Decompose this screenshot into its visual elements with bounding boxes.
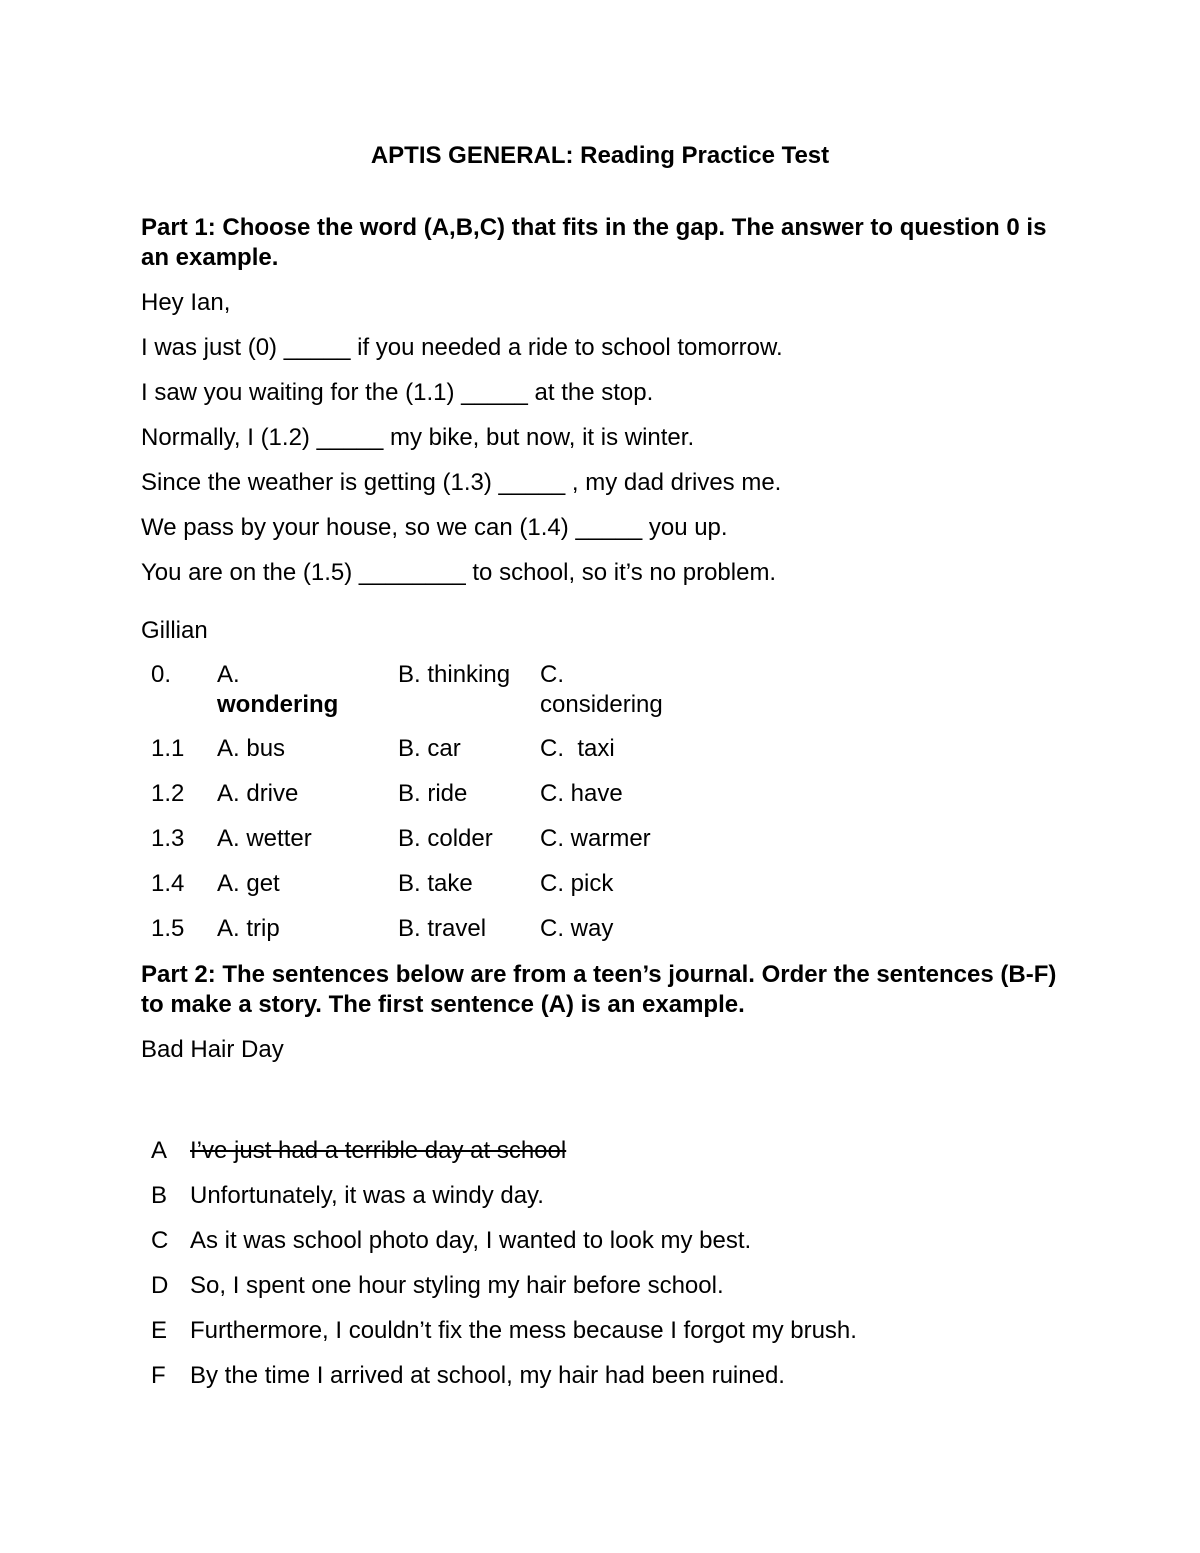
- options-row: [141, 869, 680, 914]
- option-a-prefix: A.: [217, 661, 240, 688]
- gap-sentence-1-2: Normally, I (1.2) _____ my bike, but now, it is winter.: [141, 424, 695, 451]
- option-a: A. trip: [217, 915, 280, 942]
- question-number: 1.1: [151, 735, 185, 762]
- option-b: B. take: [398, 870, 473, 897]
- option-c: C. pick: [540, 870, 614, 897]
- option-a: [217, 660, 398, 734]
- option-c: C. way: [540, 915, 614, 942]
- options-row: [141, 660, 680, 734]
- sentence-text: As it was school photo day, I wanted to look my best.: [190, 1227, 752, 1254]
- sentence-letter: F: [151, 1362, 166, 1389]
- gap-sentence-1-1: I saw you waiting for the (1.1) _____ at the stop.: [141, 379, 654, 406]
- story-sentence: [141, 1361, 857, 1406]
- option-b: B. car: [398, 735, 461, 762]
- story-sentence: [141, 1181, 857, 1226]
- options-row: [141, 914, 680, 959]
- part2-heading: Part 2: The sentences below are from a teen’s journal. Order the sentences (B-F) to make a story. The first sentence (A) is an example.: [141, 961, 1057, 1018]
- option-a: A. bus: [217, 735, 286, 762]
- sentence-text: By the time I arrived at school, my hair had been ruined.: [190, 1362, 785, 1389]
- option-c: [540, 660, 680, 734]
- sentence-text-example: I’ve just had a terrible day at school: [190, 1137, 567, 1164]
- part1-heading: Part 1: Choose the word (A,B,C) that fits in the gap. The answer to question 0 is an example.: [141, 214, 1047, 271]
- option-c: C. warmer: [540, 825, 651, 852]
- option-a-answer: wondering: [217, 691, 339, 718]
- option-b: B. thinking: [398, 661, 511, 688]
- sentence-letter: B: [151, 1182, 168, 1209]
- story-title: Bad Hair Day: [141, 1036, 284, 1063]
- option-a: A. drive: [217, 780, 299, 807]
- sentence-text: Unfortunately, it was a windy day.: [190, 1182, 544, 1209]
- question-number: 1.2: [151, 780, 185, 807]
- question-number: 0.: [151, 661, 172, 688]
- option-b: B. ride: [398, 780, 468, 807]
- story-sentence: [141, 1136, 857, 1181]
- question-number: 1.4: [151, 870, 185, 897]
- option-c: C. have: [540, 780, 623, 807]
- gap-sentence-1-5: You are on the (1.5) ________ to school, so it’s no problem.: [141, 559, 777, 586]
- gap-sentence-0: I was just (0) _____ if you needed a ride to school tomorrow.: [141, 334, 783, 361]
- option-b: B. travel: [398, 915, 487, 942]
- options-table: [141, 660, 680, 959]
- sentence-letter: D: [151, 1272, 169, 1299]
- sentence-text: Furthermore, I couldn’t fix the mess because I forgot my brush.: [190, 1317, 857, 1344]
- question-number: 1.5: [151, 915, 185, 942]
- gap-sentence-1-4: We pass by your house, so we can (1.4) _____ you up.: [141, 514, 728, 541]
- story-sentence: [141, 1226, 857, 1271]
- story-sentence: [141, 1271, 857, 1316]
- option-c: C. taxi: [540, 735, 615, 762]
- options-row: [141, 824, 680, 869]
- option-c-prefix: C.: [540, 661, 564, 688]
- story-sentence: [141, 1316, 857, 1361]
- gap-sentence-1-3: Since the weather is getting (1.3) _____ , my dad drives me.: [141, 469, 782, 496]
- sentence-letter: C: [151, 1227, 169, 1254]
- options-row: [141, 734, 680, 779]
- option-c-word: considering: [540, 691, 663, 718]
- option-a: A. get: [217, 870, 280, 897]
- option-b: B. colder: [398, 825, 493, 852]
- letter-signoff: Gillian: [141, 617, 208, 644]
- question-number: 1.3: [151, 825, 185, 852]
- page-title: APTIS GENERAL: Reading Practice Test: [370, 142, 830, 169]
- sentence-text: So, I spent one hour styling my hair before school.: [190, 1272, 724, 1299]
- option-a: A. wetter: [217, 825, 312, 852]
- sentence-letter: E: [151, 1317, 168, 1344]
- options-row: [141, 779, 680, 824]
- story-sentence-list: [141, 1136, 857, 1406]
- sentence-letter: A: [151, 1137, 168, 1164]
- letter-greeting: Hey Ian,: [141, 289, 231, 316]
